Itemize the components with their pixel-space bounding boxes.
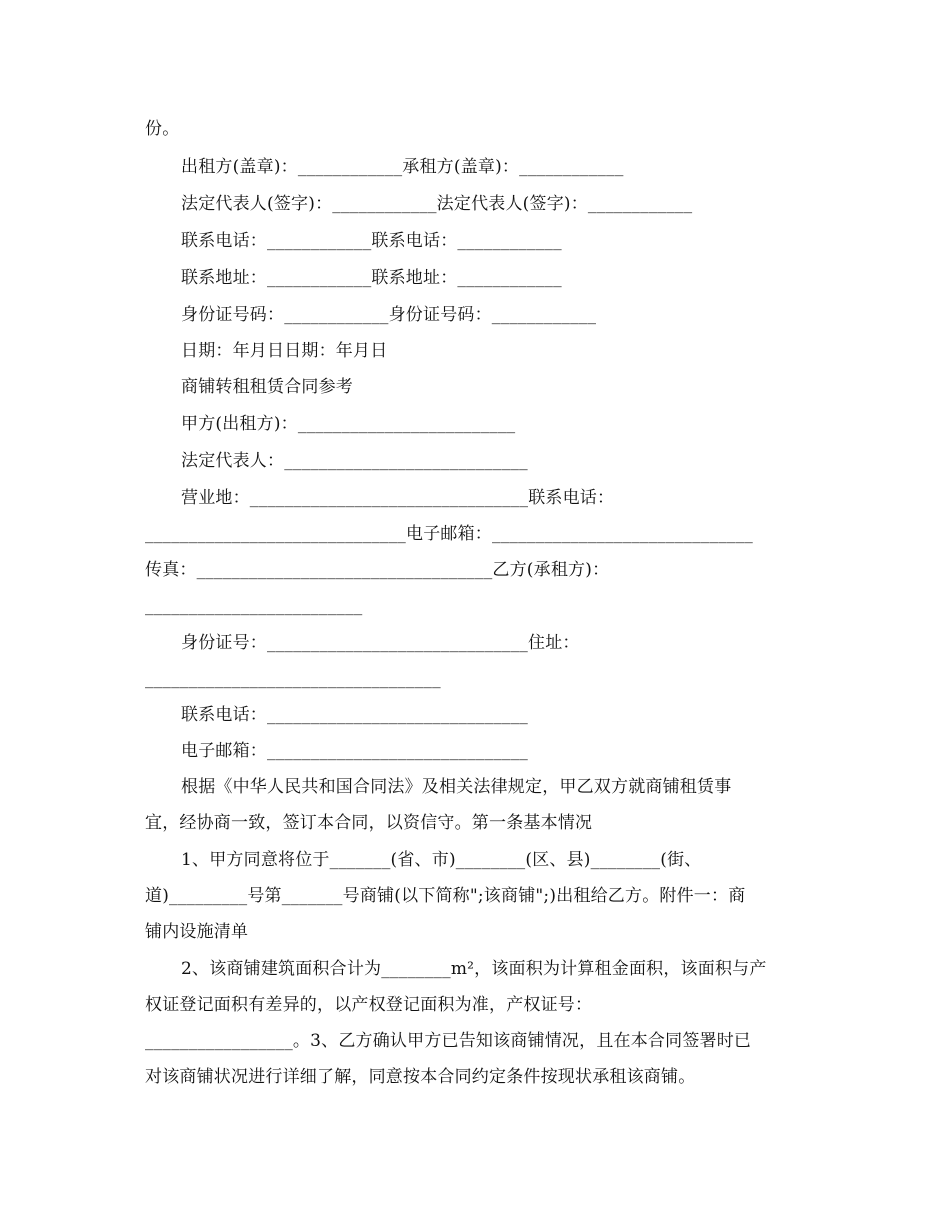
representative-line: 法定代表人：____________________________: [181, 451, 528, 471]
signature-line-seal: 出租方(盖章)：____________承租方(盖章)：____________: [181, 157, 624, 177]
signature-line-id: 身份证号码：____________身份证号码：____________: [181, 305, 597, 325]
clause-line: 1、甲方同意将位于_______(省、市)________(区、县)________(街、: [181, 850, 702, 870]
clause-line: 铺内设施清单: [145, 922, 249, 942]
text-line: 份。: [145, 119, 180, 139]
business-address-line: 营业地：________________________________联系电话：: [181, 488, 615, 508]
blank-line: __________________________________: [145, 669, 441, 689]
party-a-line: 甲方(出租方)：_________________________: [181, 414, 516, 434]
signature-line-date: 日期：年月日日期：年月日: [181, 341, 388, 361]
clause-line: 道)_________号第_______号商铺(以下简称";该商铺";)出租给乙方。附件一：商: [145, 886, 746, 906]
clause-line: 对该商铺状况进行详细了解，同意按本合同约定条件按现状承租该商铺。: [145, 1067, 696, 1087]
email-line: ______________________________电子邮箱：______________________________: [145, 524, 753, 544]
section-heading: 商铺转租租赁合同参考: [181, 377, 353, 397]
email-line-b: 电子邮箱：______________________________: [181, 741, 528, 761]
fax-line: 传真：__________________________________乙方(承租方)：: [145, 560, 610, 580]
signature-line-address: 联系地址：____________联系地址：____________: [181, 268, 562, 288]
clause-line: _________________。3、乙方确认甲方已告知该商铺情况，且在本合同签署时已: [145, 1031, 752, 1051]
paragraph-line: 宜，经协商一致，签订本合同，以资信守。第一条基本情况: [145, 813, 593, 833]
signature-line-phone: 联系电话：____________联系电话：____________: [181, 231, 562, 251]
clause-line: 权证登记面积有差异的，以产权登记面积为准，产权证号：: [145, 995, 593, 1015]
signature-line-representative: 法定代表人(签字)：____________法定代表人(签字)：____________: [181, 194, 693, 214]
phone-line: 联系电话：______________________________: [181, 705, 528, 725]
blank-line: _________________________: [145, 596, 363, 616]
paragraph-line: 根据《中华人民共和国合同法》及相关法律规定，甲乙双方就商铺租赁事: [181, 777, 732, 797]
id-address-line: 身份证号：______________________________住址：: [181, 633, 580, 653]
clause-line: 2、该商铺建筑面积合计为________m²，该面积为计算租金面积，该面积与产: [181, 959, 767, 979]
